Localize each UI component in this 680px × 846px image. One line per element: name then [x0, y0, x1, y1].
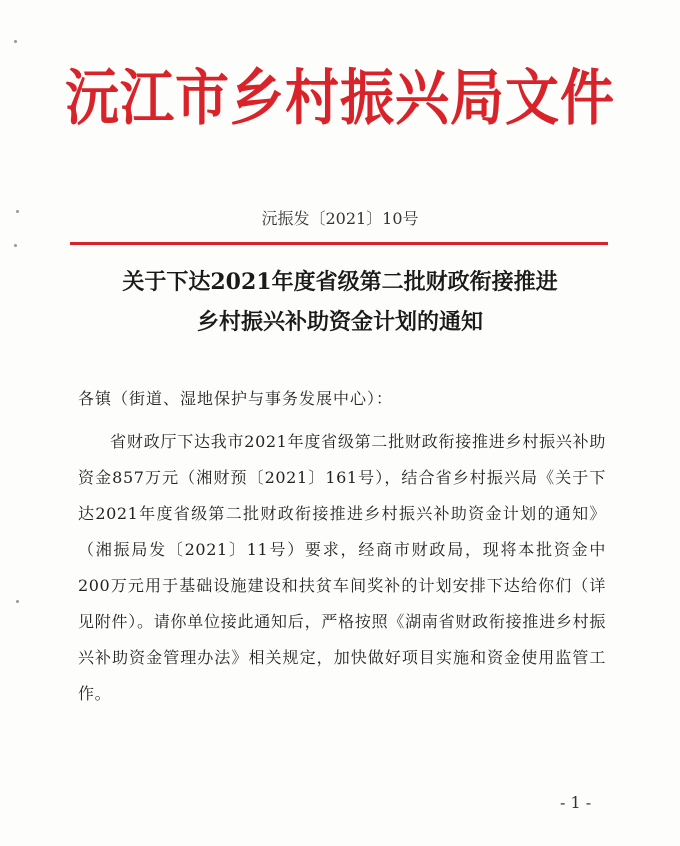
masthead-title: 沅江市乡村振兴局文件 — [65, 61, 615, 133]
page-number: - 1 - — [560, 793, 592, 812]
body-paragraph — [78, 424, 606, 712]
binding-hole-mark — [14, 40, 17, 43]
body-text: 省财政厅下达我市2021年度省级第二批财政衔接推进乡村振兴补助资金857万元（湘财预〔2021〕161号），结合省乡村振兴局《关于下达2021年度省级第二批财政衔接推进乡村振兴补助资金计划的通知》（湘振局发〔2021〕11号）要求，经商市财政局，现将本批资金中200万元用于基础设施建设和扶贫车间奖补的计划安排下达给你们（详见附件）。请你单位接此通知后，严格按照《湖南省财政衔接推进乡村振兴补助资金管理办法》相关规定，加快做好项目实施和资金使用监管工作。 — [78, 432, 606, 703]
notice-title-line-2: 乡村振兴补助资金计划的通知 — [196, 309, 483, 335]
salutation: 各镇（街道、湿地保护与事务发展中心）： — [78, 389, 394, 408]
binding-hole-mark — [14, 244, 17, 247]
notice-title — [60, 262, 620, 342]
document-number: 沅振发〔2021〕10号 — [261, 209, 419, 228]
notice-title-line-1: 关于下达2021年度省级第二批财政衔接推进 — [122, 269, 558, 295]
binding-hole-mark — [16, 210, 19, 213]
red-divider-rule — [70, 242, 608, 245]
binding-hole-mark — [16, 600, 19, 603]
